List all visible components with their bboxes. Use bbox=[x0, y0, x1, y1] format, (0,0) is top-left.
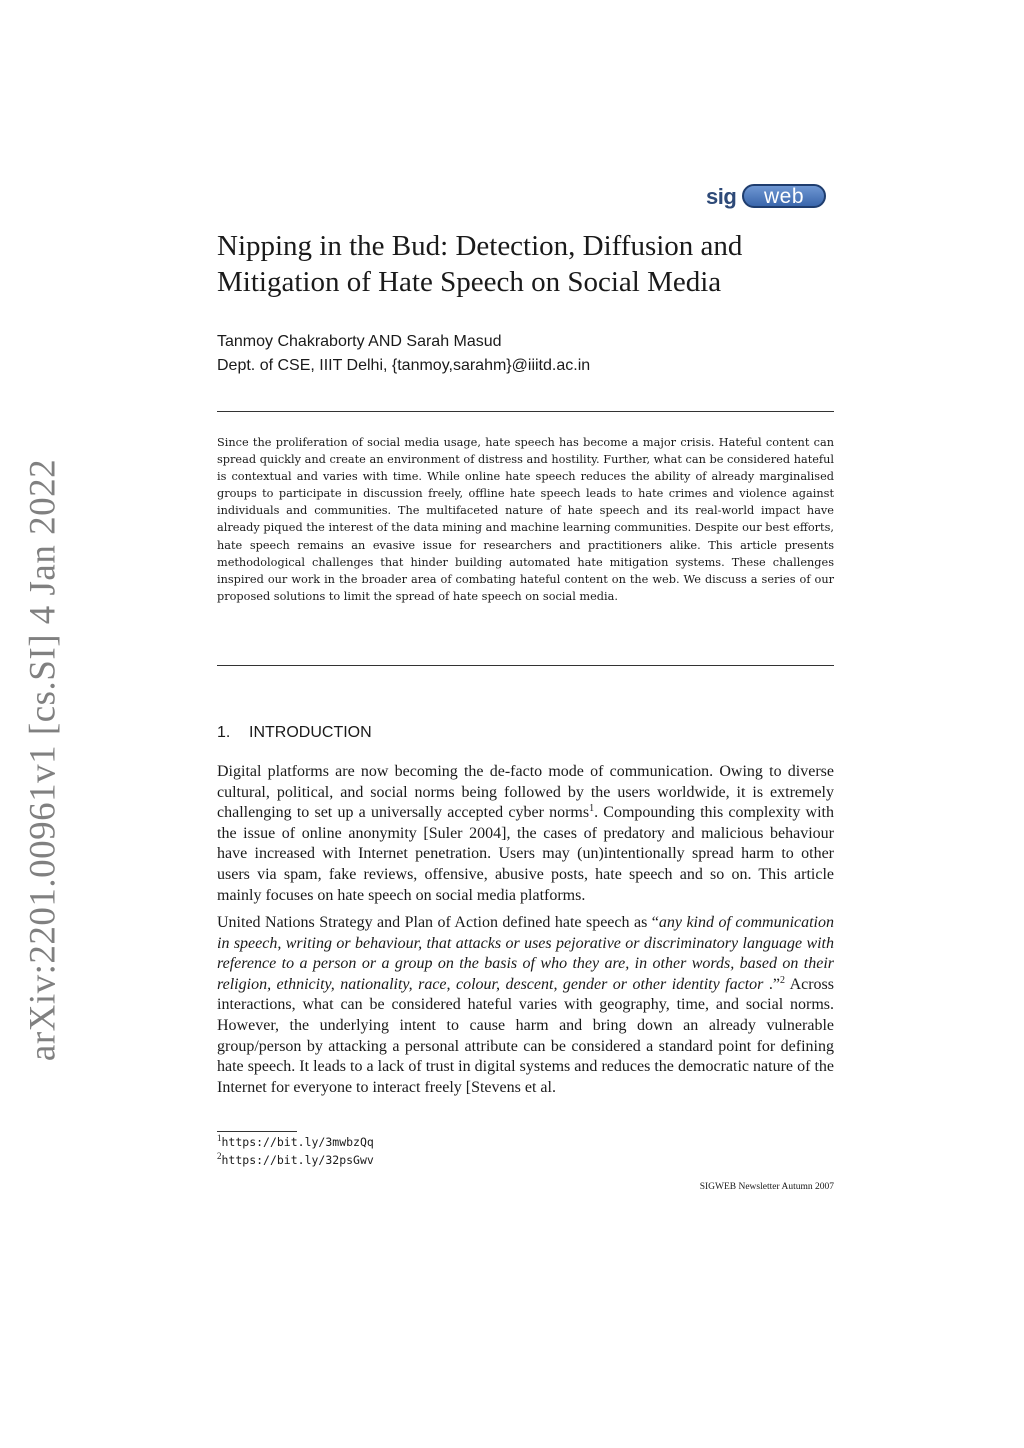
section-number: 1. bbox=[217, 724, 231, 741]
para1-text-a: Digital platforms are now becoming the de-facto mode of communication. Owing to diverse cultural, political, and social norms being followed by the users worldwide, it is extremely challenging to set up a universally accepted cyber norms bbox=[217, 763, 834, 822]
paper-title: Nipping in the Bud: Detection, Diffusion and Mitigation of Hate Speech on Social Media bbox=[217, 230, 743, 298]
logo-sig-text: sig bbox=[706, 184, 737, 209]
logo-web-text: web bbox=[763, 185, 805, 208]
para2-lead: United Nations Strategy and Plan of Action defined hate speech as “ bbox=[217, 914, 659, 931]
abstract-top-rule bbox=[217, 411, 834, 412]
footnote-2 bbox=[217, 1153, 374, 1168]
footnote-2-mark: 2 bbox=[217, 1151, 222, 1161]
footnote-ref-1[interactable]: 1 bbox=[589, 803, 595, 815]
page-footer: SIGWEB Newsletter Autumn 2007 bbox=[699, 1182, 834, 1192]
section-title: INTRODUCTION bbox=[249, 724, 372, 741]
footnote-rule bbox=[217, 1131, 297, 1132]
footnote-ref-2[interactable]: 2 bbox=[779, 974, 785, 986]
footnote-1-link[interactable]: https://bit.ly/3mwbzQq bbox=[221, 1135, 374, 1149]
author-line: Tanmoy Chakraborty AND Sarah Masud bbox=[217, 333, 502, 350]
footnote-1 bbox=[217, 1135, 374, 1150]
section-heading bbox=[217, 724, 372, 742]
un-definition-quote: any kind of communication in speech, writing or behaviour, that attacks or uses pejorative or discriminatory language with reference to a person or a group on the basis of who they are, in other words, based on their religion, ethnicity, nationality, race, colour, descent, gender or other identity factor bbox=[217, 914, 835, 993]
arxiv-identifier-stamp: arXiv:2201.00961v1 [cs.SI] 4 Jan 2022 bbox=[22, 458, 64, 1062]
para1-text-b: . Compounding this complexity with the issue of online anonymity [Suler 2004], the cases of predatory and malicious behaviour have increased with Internet penetration. Users may (un)intentionally spread harm to other users via spam, fake reviews, offensive, abusive posts, hate speech and so on. This article mainly focuses on hate speech on social media platforms. bbox=[217, 804, 834, 904]
para2-rest: Across interactions, what can be considered hateful varies with geography, time, and social norms. However, the underlying intent to cause harm and bring down an already vulnerable group/person by attacking a personal attribute can be considered a standard point for defining hate speech. It leads to a lack of trust in digital systems and reduces the democratic nature of the Internet for everyone to interact freely [Stevens et al. bbox=[217, 975, 835, 1096]
intro-paragraph-2 bbox=[217, 913, 834, 1098]
sigweb-logo bbox=[706, 182, 828, 212]
affiliation-line: Dept. of CSE, IIIT Delhi, {tanmoy,sarahm}@iiitd.ac.in bbox=[217, 357, 591, 374]
abstract-bottom-rule bbox=[217, 665, 834, 666]
para2-quote-close: .” bbox=[763, 975, 780, 993]
abstract-text: Since the proliferation of social media usage, hate speech has become a major crisis. Hateful content can spread quickly and create an environment of distress and hostility. Further, what can be considered hateful is contextual and varies with time. While online hate speech reduces the ability of already marginalised groups to participate in discussion freely, offline hate speech leads to hate crimes and violence against individuals and communities. The multifaceted nature of hate speech and its real-world impact have already piqued the interest of the data mining and machine learning communities. Despite our best efforts, hate speech remains an evasive issue for researchers and practitioners alike. This article presents methodological challenges that hinder building automated hate mitigation systems. These challenges inspired our work in the broader area of combating hateful content on the web. We discuss a series of our proposed solutions to limit the spread of hate speech on social media. bbox=[217, 436, 834, 603]
footnote-2-link[interactable]: https://bit.ly/32psGwv bbox=[221, 1153, 374, 1167]
footnote-1-mark: 1 bbox=[217, 1133, 222, 1143]
intro-paragraph-1 bbox=[217, 762, 834, 906]
